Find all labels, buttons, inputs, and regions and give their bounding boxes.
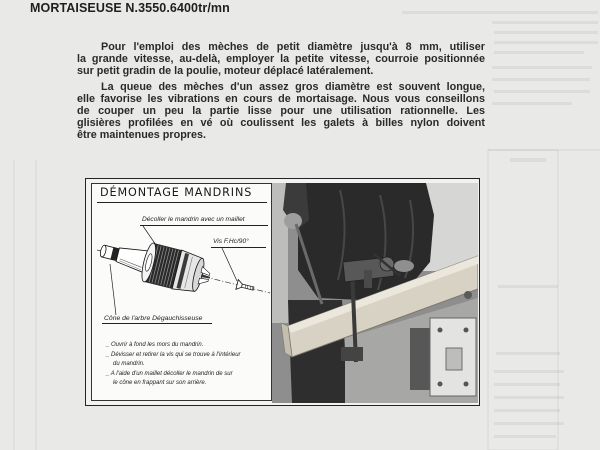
paragraph-1-line: Pour l'emploi des mèches de petit diamètre jusqu'à 8 mm, utiliser [101, 41, 485, 53]
diagram-title: DÉMONTAGE MANDRINS [100, 186, 253, 199]
bleed-through-line [494, 422, 564, 425]
bleed-through-line [492, 78, 590, 81]
bleed-through-line [494, 435, 556, 438]
bleed-through-box [488, 150, 558, 450]
operator-hand [394, 260, 414, 272]
paragraph-2-line: La queue des mèches d'un assez gros diamètre est souvent longue, [101, 81, 485, 93]
bleed-through-line [498, 285, 558, 288]
bleed-through-line [492, 66, 592, 69]
bleed-through-line [494, 90, 590, 93]
paragraph-1-line: sur petit gradin de la poulie, moteur déplacé latéralement. [77, 65, 374, 77]
machine-photo [272, 183, 478, 403]
bleed-through-line [492, 102, 572, 105]
bleed-through-line [494, 51, 584, 54]
arbor-cone-icon [98, 240, 147, 272]
label-screw: Vis F.Hc/90° [213, 238, 249, 245]
screw-icon [236, 280, 255, 294]
drill-chuck-icon [139, 242, 215, 297]
note-line: du mandrin. [113, 361, 145, 367]
bleed-through-line [494, 383, 560, 386]
label-underline [211, 247, 266, 248]
bleed-through-line [494, 41, 598, 44]
label-underline [102, 323, 212, 324]
label-cone: Cône de l'arbre Dégauchisseuse [104, 315, 203, 322]
machine-housing [410, 328, 432, 390]
bleed-through-line [492, 21, 598, 24]
paragraph-2-line: elle favorise les vibrations en cours de mortaisage. Nous vous conseillons [77, 93, 485, 105]
note-line: _ A l'aide d'un maillet décoller le mandrin de sur [106, 371, 233, 377]
note-line: _ Dévisser et retirer la vis qui se trouve à l'intérieur [106, 352, 241, 358]
bleed-through-line [494, 31, 598, 34]
bleed-through-line [496, 352, 560, 355]
note-line: le cône en frappant sur son arrière. [113, 380, 207, 386]
paragraph-2-line: être maintenues propres. [77, 129, 207, 141]
paragraph-2-line: glisières profilées en vé où coulissent les galets à billes nylon doivent [77, 117, 485, 129]
label-underline [140, 225, 268, 226]
label-mallet: Décoller le mandrin avec un maillet [142, 216, 245, 223]
bleed-through-line [494, 370, 564, 373]
leader-line [222, 248, 237, 281]
page-title: MORTAISEUSE N.3550.6400tr/mn [30, 1, 230, 15]
bleed-through-line [510, 158, 546, 162]
bleed-through-line [402, 11, 598, 14]
paragraph-1-line: la grande vitesse, au-delà, employer la petite vitesse, courroie positionnée [77, 53, 485, 65]
paragraph-2-line: de couper un peu la partie lisse pour une utilisation rationnelle. Les [77, 105, 485, 117]
bleed-through-line [494, 409, 560, 412]
bleed-through-line [494, 396, 564, 399]
note-line: _ Ouvrir à fond les mors du mandrin. [106, 342, 204, 348]
operator-hand [284, 213, 302, 229]
leader-line [110, 264, 116, 315]
